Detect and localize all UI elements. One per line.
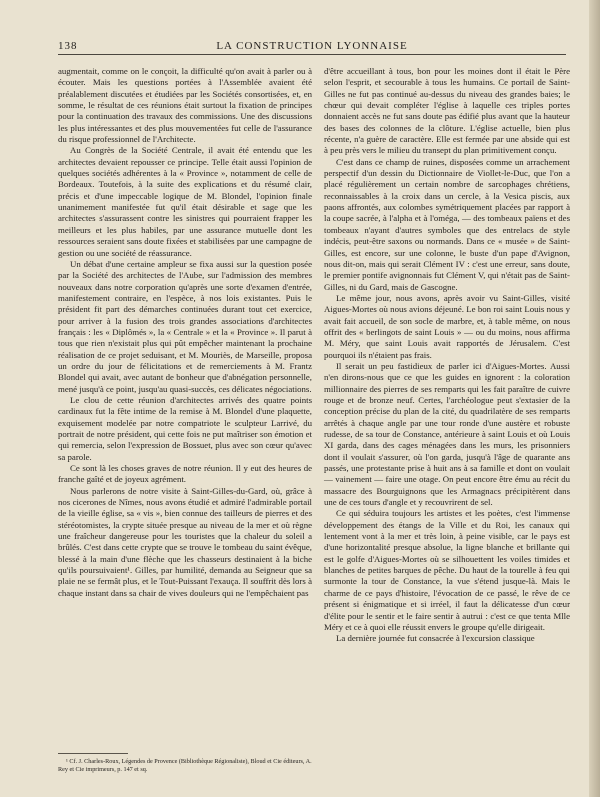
footnote: ¹ Cf. J. Charles-Roux, Légendes de Provence (Bibliothèque Régionaliste), Bloud et Cie éditeurs, A. Rey et Cie imprimeurs, p. 147 et sq.	[58, 758, 312, 774]
paragraph: Le clou de cette réunion d'architectes arrivés des quatre points cardinaux fut la fête intime de la remise à M. Blondel d'une plaquette, exquisement modelée par notre compatriote le sculpteur Larrivé, du portrait de notre président, qui cette fois ne put maîtriser son émotion et qui remercia, selon l'expression de Bossuet, plus avec son cœur qu'avec sa parole.	[58, 394, 312, 462]
footnote-divider	[58, 753, 128, 754]
paragraph: Il serait un peu fastidieux de parler ici d'Aigues-Mortes. Aussi n'en dirons-nous que ce que les guides en ignorent : la coloration millionnaire des pierres de ses remparts qui les fait paraître de cuivre rouge et de bronze neuf. Certes, l'archéologue peut s'extasier de la conception précise du plan de la cité, du quadrilatère de ses remparts arrêtés à chaque angle par une tour ronde d'une austère et robuste rudesse, de sa tour de Constance, antérieure à saint Louis et où Louis XI garda, dans des cages ménagées dans les murs, les prisonniers dont il voulait s'assurer, où l'on garda, jusqu'à l'âge de quarante ans passés, une protestante prise à huit ans à sa famille et dont on voulait — vainement — faire une otage. On peut encore être ému au récit du massacre des Bourguignons que les Armagnacs précipitèrent dans une de ces tours d'angle et y recouvrirent de sel.	[324, 360, 570, 508]
paragraph: Ce qui séduira toujours les artistes et les poètes, c'est l'immense développement des étangs de la Ville et du Roi, les canaux qui lentement vont à la mer et très loin, à peine visible, car le pays est d'une horizontalité presque absolue, la ligne blanche et brillante qui est le golfe d'Aigues-Mortes où se silhouettent les voiles timides et blanches de petites barques de pêche. Du haut de la tourelle à feu qui surmonte la tour de Constance, la vue s'étend jusque-là. Mais le charme de ce pays d'histoire, l'évocation de ce passé, le rêve de ce présent si énigmatique et si irréel, il faut la délicatesse d'un cœur d'élite pour le sentir et le faire sentir à autrui : c'est ce que tenta Mlle Méry et ce à quoi elle réussit envers le groupe qu'elle dirigeait.	[324, 508, 570, 632]
paragraph: Nous parlerons de notre visite à Saint-Gilles-du-Gard, où, grâce à nos cicerones de Nîmes, nous avons étudié et admiré l'admirable portail de la vieille église, sa « vis », bien connue des tailleurs de pierres et des stéréotomistes, la crypte située presque au niveau de la mer et où règne une fraîcheur dangereuse pour les touristes que la chaleur du soleil a brûlés. C'est dans cette crypte que se trouve le tombeau du saint évêque, blessé à la main d'une flèche que les chasseurs destinaient à la biche qu'ils poursuivaient¹. Gilles, par humilité, demanda au Seigneur que sa plaie ne se fermât plus, et le Tout-Puissant l'exauça. Il souffrit dès lors à chaque instant dans sa chair de vives douleurs qui ne l'empêchaient pas	[58, 485, 312, 598]
paragraph: Au Congrès de la Société Centrale, il avait été entendu que les architectes devaient repousser ce principe. Telle était aussi l'opinion de quelques sociétés adhérentes à la « Province », notamment de celle de Bordeaux. Toutefois, à la suite des explications et du résumé clair, précis et d'une impeccable logique de M. Blondel, l'opinion finale unanimement manifestée fut qu'il était désirable et sage que les architectes s'assurassent contre les sinistres qui pourraient frapper les meilleurs et les plus habiles, par une assurance mutuelle dont les ressources seraient sans doute fixées et stabilisées par une campagne de gestion ou une société de réassurance.	[58, 145, 312, 258]
paragraph: La dernière journée fut consacrée à l'excursion classique	[336, 633, 535, 644]
page-edge	[589, 0, 600, 797]
page-header	[58, 40, 566, 55]
paragraph: augmentait, comme on le conçoit, la difficulté qu'on avait à parler ou à écouter. Mais les questions portées à l'Assemblée avaient été préalablement discutées et étudiées par les Sociétés consortisées, et, en somme, le résultat de ces réunions était surtout la fixation de principes pour la continuation des travaux des commissions. Une des discussions les plus intéressantes et des plus mouvementées fut celle de l'assurance du risque professionnel de l'Architecte.	[58, 66, 312, 145]
page-number: 138	[58, 40, 78, 52]
paragraph: C'est dans ce champ de ruines, disposées comme un arrachement perspectif d'un dessin du Dictionnaire de Viollet-le-Duc, que l'on a placé régulièrement un certain nombre de sarcophages chrétiens, reconnaissables à la croix dans un cercle, à la Vesica piscis, aux paons affrontés, aux colombes symétriquement placées par rapport à la coupe sacrée, à l'alpha et à l'oméga, — des tombeaux païens et des tombeaux n'ayant d'autres symboles que des entrelacs de style indécis, peut-être saxons ou normands. Dans ce « musée » de Saint-Gilles, est encore, sur une colonne, le buste d'un pape d'Avignon, nous dit-on, mais qui serait Clément IV : c'est une erreur, sans doute, le premier pontife avignonnais fut Clément V, qui n'était pas de Saint-Gilles, ni du Gard, mais de Gascogne.	[324, 156, 570, 292]
left-column	[58, 66, 312, 599]
paragraph: Ce sont là les choses graves de notre réunion. Il y eut des heures de franche gaîté et de joyeux agrément.	[58, 463, 312, 485]
paragraph: Un débat d'une certaine ampleur se fixa aussi sur la question posée par la Société des architectes de l'Aube, sur l'admission des membres nouveaux dans notre corporation qu'après une sorte d'examen d'entrée, manifestement contraire, en l'espèce, à nos lois existantes. Puis le président fit part des démarches continuées durant tout cet exercice, pour arriver à la fusion des trois grandes associations d'architectes français : les « Diplômés », la « Centrale » et la « Province ». Il parut à tous que rien n'existait plus qui pût empêcher maintenant la prochaine réalisation de ce projet seduisant, et M. Mouriès, de Marseille, proposa un ordre du jour de félicitations et de remerciements à M. Frantz Blondel qui avait, avec autant de bonheur que d'abnégation personnelle, mené jusqu'à ce point, jusqu'au quasi-succès, ces délicates négociations.	[58, 258, 312, 394]
paragraph: d'être accueillant à tous, bon pour les moines dont il était le Père selon l'esprit, et secourable à tous les humains. Ce portail de Saint-Gilles ne fut pas continué au-dessus du niveau des grandes baies; le chœur qui devait compléter l'église à laquelle ces triples portes donnaient accès ne fut sans doute pas édifié plus avant que la hauteur des bases des colonnes de la clôture. L'église actuelle, bien plus récente, n'a guère de caractère. Elle est fermée par une abside qui est à peu près vers le milieu du transept du plan primitivement conçu.	[324, 66, 570, 156]
paragraph: Le même jour, nous avons, après avoir vu Saint-Gilles, visité Aigues-Mortes où nous avions déjeuné. Le bon roi saint Louis nous y avait fait accueil, de son socle de marbre, et, à table même, on nous offrit des « berlingots de saint Louis » — ou du moins, nous affirma M. Méry, que saint Louis avait rapportés de Jérusalem. C'est pourquoi ils n'étaient pas frais.	[324, 292, 570, 360]
running-title: LA CONSTRUCTION LYONNAISE	[216, 40, 408, 52]
right-column	[324, 66, 570, 645]
